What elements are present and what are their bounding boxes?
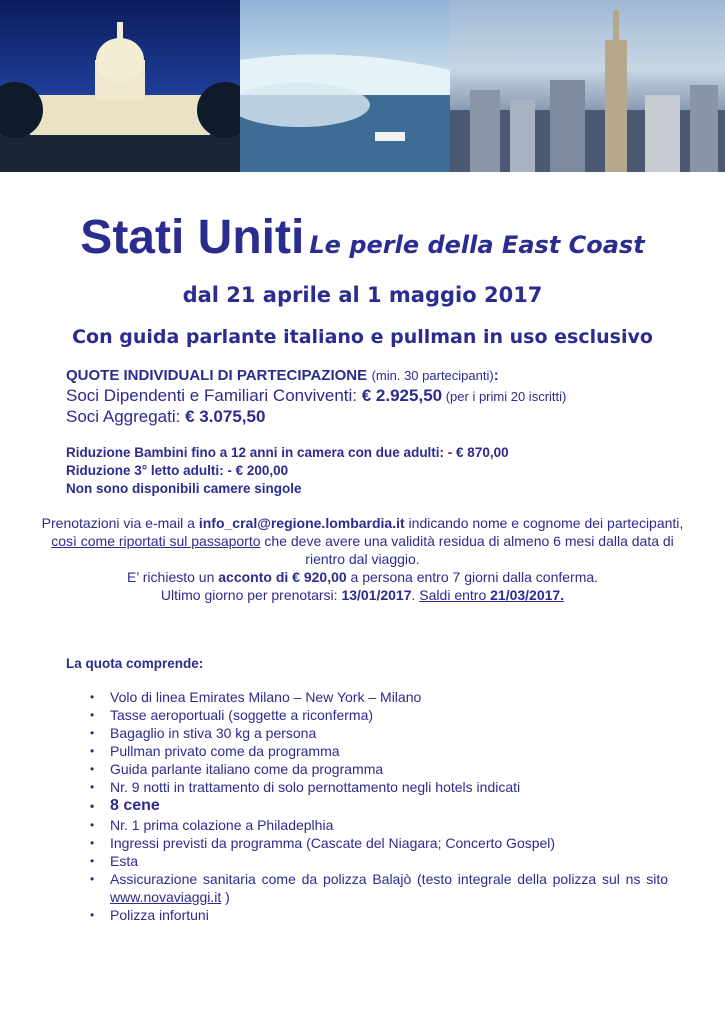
booking-text: che deve avere una validità residua di almeno 6 mesi dalla data di rientro dal viaggio. xyxy=(260,533,674,567)
trip-guide-note: Con guida parlante italiano e pullman in uso esclusivo xyxy=(72,326,653,348)
bullet-icon: • xyxy=(90,836,95,850)
list-item xyxy=(88,796,668,816)
booking-text: Ultimo giorno per prenotarsi: xyxy=(160,587,342,603)
quote-heading-line xyxy=(66,366,706,386)
single-rooms-note: Non sono disponibili camere singole xyxy=(66,481,302,496)
booking-text: a persona entro 7 giorni dalla conferma. xyxy=(346,569,599,585)
list-item xyxy=(88,778,668,796)
balance-label: Saldi entro xyxy=(419,587,491,603)
list-item xyxy=(88,742,668,760)
title-line xyxy=(0,210,725,265)
booking-paragraph-1 xyxy=(40,514,685,568)
list-item-text: Esta xyxy=(110,853,139,869)
quote-row-associates xyxy=(66,407,706,428)
trip-dates: dal 21 aprile al 1 maggio 2017 xyxy=(182,283,543,307)
capitol-dome xyxy=(96,38,144,82)
boat xyxy=(375,132,405,141)
empire-state-building xyxy=(605,40,627,172)
quote-row-members xyxy=(66,386,706,407)
quote-section xyxy=(66,366,706,428)
list-item-text: Ingressi previsti da programma (Cascate del Niagara; Concerto Gospel) xyxy=(110,835,556,851)
list-item-text: ) xyxy=(221,889,230,905)
includes-list xyxy=(88,688,668,924)
capitol-drawing xyxy=(0,0,240,172)
capitol-image xyxy=(0,0,240,172)
list-item xyxy=(88,688,668,706)
list-item-text: Assicurazione sanitaria come da polizza Balajò (testo integrale della polizza sul ns sito xyxy=(110,871,668,887)
quote-row-members-label: Soci Dipendenti e Familiari Conviventi: xyxy=(66,386,362,405)
building-2 xyxy=(510,100,535,172)
quote-min-note: (min. 30 partecipanti) xyxy=(371,368,494,383)
list-item xyxy=(88,724,668,742)
header-banner xyxy=(0,0,725,172)
list-item-text: Polizza infortuni xyxy=(110,907,209,923)
building-4 xyxy=(645,95,680,172)
list-item xyxy=(88,706,668,724)
list-item-text: Guida parlante italiano come da programma xyxy=(110,761,384,777)
includes-title: La quota comprende: xyxy=(66,656,204,671)
passport-note: così come riportati sul passaporto xyxy=(51,533,261,549)
building-1 xyxy=(470,90,500,172)
niagara-image xyxy=(240,0,450,172)
bullet-icon: • xyxy=(90,744,95,758)
quote-heading-colon: : xyxy=(493,367,499,384)
bullet-icon: • xyxy=(90,854,95,868)
booking-text: Prenotazioni via e-mail a xyxy=(41,515,199,531)
bullet-icon: • xyxy=(90,818,95,832)
bullet-icon: • xyxy=(90,690,95,704)
list-item xyxy=(88,870,668,906)
list-item-text: Bagaglio in stiva 30 kg a persona xyxy=(110,725,317,741)
bullet-icon: • xyxy=(90,708,95,722)
reduction-children: Riduzione Bambini fino a 12 anni in camera con due adulti: - € 870,00 xyxy=(66,445,509,460)
booking-paragraph-3 xyxy=(40,586,685,604)
bullet-icon: • xyxy=(90,872,95,886)
list-item xyxy=(88,760,668,778)
skyline-drawing xyxy=(450,0,725,172)
quote-row-members-price: € 2.925,50 xyxy=(361,386,443,405)
booking-email-link[interactable]: info_cral@regione.lombardia.it xyxy=(198,515,405,531)
list-item xyxy=(88,906,668,924)
booking-deadline: 13/01/2017 xyxy=(341,587,412,603)
bullet-icon: • xyxy=(90,799,95,813)
bullet-icon: • xyxy=(90,762,95,776)
website-link[interactable]: www.novaviaggi.it xyxy=(110,889,222,905)
reductions-section xyxy=(66,444,706,498)
new-york-image xyxy=(450,0,725,172)
capitol-spire xyxy=(117,22,123,40)
booking-text: indicando nome e cognome dei partecipanti, xyxy=(404,515,684,531)
quote-row-associates-label: Soci Aggregati: xyxy=(66,407,186,426)
empire-state-spire xyxy=(613,10,619,42)
page-title: Stati Uniti xyxy=(80,211,305,264)
list-item-text: Volo di linea Emirates Milano – New York – Milano xyxy=(110,689,422,705)
balance-deadline: 21/03/2017. xyxy=(490,587,565,603)
list-item xyxy=(88,834,668,852)
deposit-amount: acconto di € 920,00 xyxy=(218,569,347,585)
list-item-text: Tasse aeroportuali (soggette a riconferma) xyxy=(110,707,374,723)
building-5 xyxy=(690,85,718,172)
quote-row-members-note: (per i primi 20 iscritti) xyxy=(442,389,567,404)
capitol-ground xyxy=(0,135,240,172)
booking-section xyxy=(40,514,685,604)
bullet-icon: • xyxy=(90,908,95,922)
bullet-icon: • xyxy=(90,780,95,794)
bullet-icon: • xyxy=(90,726,95,740)
quote-heading: QUOTE INDIVIDUALI DI PARTECIPAZIONE xyxy=(66,367,368,384)
capitol-wing xyxy=(30,95,210,135)
building-3 xyxy=(550,80,585,172)
list-item xyxy=(88,852,668,870)
list-item-text: Nr. 1 prima colazione a Philadeplhia xyxy=(110,817,334,833)
list-item xyxy=(88,816,668,834)
quote-row-associates-price: € 3.075,50 xyxy=(185,407,266,426)
page-subtitle: Le perle della East Coast xyxy=(309,231,645,259)
booking-text: . xyxy=(411,587,420,603)
list-item-text: Nr. 9 notti in trattamento di solo pernottamento negli hotels indicati xyxy=(110,779,521,795)
booking-paragraph-2 xyxy=(40,568,685,586)
booking-text: E’ richiesto un xyxy=(126,569,219,585)
list-item-text: Pullman privato come da programma xyxy=(110,743,340,759)
reduction-third-bed: Riduzione 3° letto adulti: - € 200,00 xyxy=(66,463,289,478)
list-item-text: 8 cene xyxy=(110,797,160,814)
niagara-drawing xyxy=(240,0,450,172)
